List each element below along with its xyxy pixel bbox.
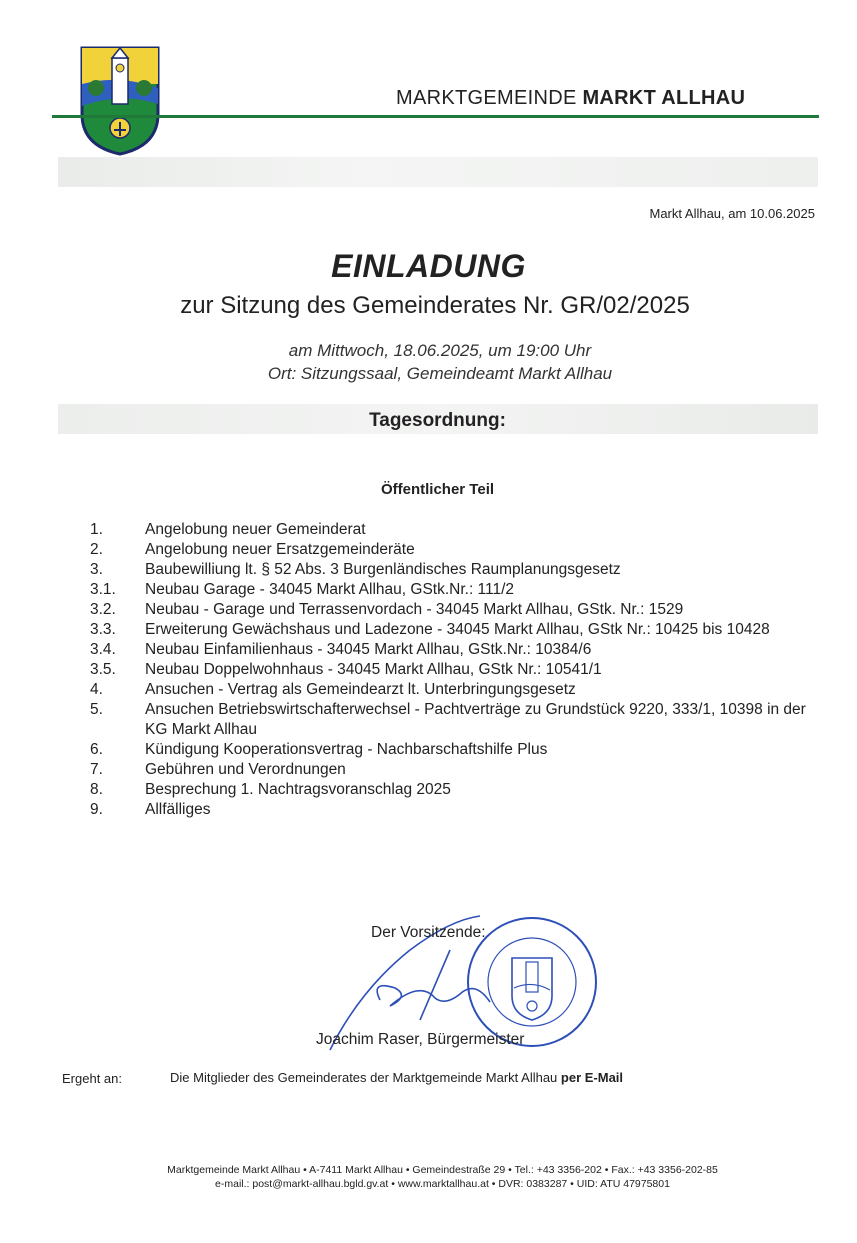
agenda-item bbox=[90, 540, 810, 560]
agenda-list bbox=[90, 520, 810, 820]
agenda-item bbox=[90, 680, 810, 700]
agenda-item-text: Gebühren und Verordnungen bbox=[145, 761, 346, 778]
municipality-header bbox=[396, 87, 745, 110]
agenda-item-number: 3.1. bbox=[90, 581, 116, 598]
agenda-item-number: 3.2. bbox=[90, 601, 116, 618]
meeting-date-time: am Mittwoch, 18.06.2025, um 19:00 Uhr bbox=[288, 341, 592, 360]
agenda-item-number: 8. bbox=[90, 781, 103, 798]
chair-label: Der Vorsitzende: bbox=[371, 924, 486, 941]
section-title: Öffentlicher Teil bbox=[380, 481, 495, 498]
agenda-heading: Tagesordnung: bbox=[369, 410, 506, 431]
agenda-item-number: 2. bbox=[90, 541, 103, 558]
header-org-name: MARKT ALLHAU bbox=[582, 87, 746, 109]
delivery-mode: per E-Mail bbox=[560, 1070, 624, 1085]
coat-of-arms-logo bbox=[78, 44, 162, 156]
agenda-item-number: 1. bbox=[90, 521, 103, 538]
agenda-item-number: 6. bbox=[90, 741, 103, 758]
header-divider bbox=[52, 115, 819, 118]
agenda-item-text: Angelobung neuer Gemeinderat bbox=[145, 521, 366, 538]
agenda-item-text: Neubau Doppelwohnhaus - 34045 Markt Allhau, GStk Nr.: 10541/1 bbox=[145, 661, 602, 678]
agenda-item-number: 5. bbox=[90, 701, 103, 718]
document-subtitle: zur Sitzung des Gemeinderates Nr. GR/02/2025 bbox=[180, 292, 690, 319]
document-date: Markt Allhau, am 10.06.2025 bbox=[649, 206, 815, 221]
agenda-item-text: Angelobung neuer Ersatzgemeinderäte bbox=[145, 541, 415, 558]
agenda-item-number: 3.4. bbox=[90, 641, 116, 658]
header-band bbox=[58, 157, 818, 187]
agenda-item-text: Kündigung Kooperationsvertrag - Nachbarschaftshilfe Plus bbox=[145, 741, 548, 758]
signer-name: Joachim Raser, Bürgermeister bbox=[316, 1031, 525, 1048]
agenda-item-number: 3.5. bbox=[90, 661, 116, 678]
agenda-item-text: Ansuchen - Vertrag als Gemeindearzt lt. Unterbringungsgesetz bbox=[145, 681, 576, 698]
official-stamp bbox=[468, 918, 596, 1046]
agenda-item bbox=[90, 660, 810, 680]
agenda-item bbox=[90, 800, 810, 820]
header-prefix: MARKTGEMEINDE bbox=[396, 87, 583, 109]
footer-contact: e-mail.: post@markt-allhau.bgld.gv.at • www.marktallhau.at • DVR: 0383287 • UID: ATU 47975801 bbox=[215, 1178, 670, 1190]
footer-address: Marktgemeinde Markt Allhau • A-7411 Markt Allhau • Gemeindestraße 29 • Tel.: +43 3356-202 • Fax.: +43 3356-202-85 bbox=[167, 1164, 718, 1176]
agenda-item-number: 9. bbox=[90, 801, 103, 818]
agenda-item bbox=[90, 580, 810, 600]
recipients-text bbox=[170, 1070, 623, 1085]
agenda-item bbox=[90, 620, 810, 640]
agenda-item bbox=[90, 760, 810, 780]
agenda-item-text: Neubau Garage - 34045 Markt Allhau, GStk.Nr.: 111/2 bbox=[145, 581, 515, 598]
agenda-item bbox=[90, 780, 810, 800]
agenda-item-text: Allfälliges bbox=[145, 801, 211, 818]
agenda-item-number: 3.3. bbox=[90, 621, 116, 638]
agenda-item bbox=[90, 560, 810, 580]
meeting-location: Ort: Sitzungssaal, Gemeindeamt Markt Allhau bbox=[267, 364, 613, 383]
agenda-item-number: 4. bbox=[90, 681, 103, 698]
agenda-item-text: Besprechung 1. Nachtragsvoranschlag 2025 bbox=[145, 781, 451, 798]
agenda-item bbox=[90, 600, 810, 620]
agenda-item bbox=[90, 700, 810, 740]
agenda-item-text: Neubau - Garage und Terrassenvordach - 34045 Markt Allhau, GStk. Nr.: 1529 bbox=[145, 601, 684, 618]
agenda-item bbox=[90, 520, 810, 540]
agenda-item-text: Neubau Einfamilienhaus - 34045 Markt Allhau, GStk.Nr.: 10384/6 bbox=[145, 641, 592, 658]
agenda-item bbox=[90, 640, 810, 660]
recipients-label: Ergeht an: bbox=[62, 1071, 122, 1086]
agenda-item-text: Baubewilliung lt. § 52 Abs. 3 Burgenländisches Raumplanungsgesetz bbox=[145, 561, 621, 578]
document-title: EINLADUNG bbox=[331, 248, 526, 284]
recipients-list: Die Mitglieder des Gemeinderates der Marktgemeinde Markt Allhau bbox=[170, 1070, 561, 1085]
agenda-item bbox=[90, 740, 810, 760]
agenda-item-number: 7. bbox=[90, 761, 103, 778]
agenda-item-text: Ansuchen Betriebswirtschafterwechsel - Pachtverträge zu Grundstück 9220, 333/1, 10398 in der KG Markt Allhau bbox=[145, 701, 806, 738]
agenda-item-text: Erweiterung Gewächshaus und Ladezone - 34045 Markt Allhau, GStk Nr.: 10425 bis 10428 bbox=[145, 621, 770, 638]
agenda-item-number: 3. bbox=[90, 561, 103, 578]
